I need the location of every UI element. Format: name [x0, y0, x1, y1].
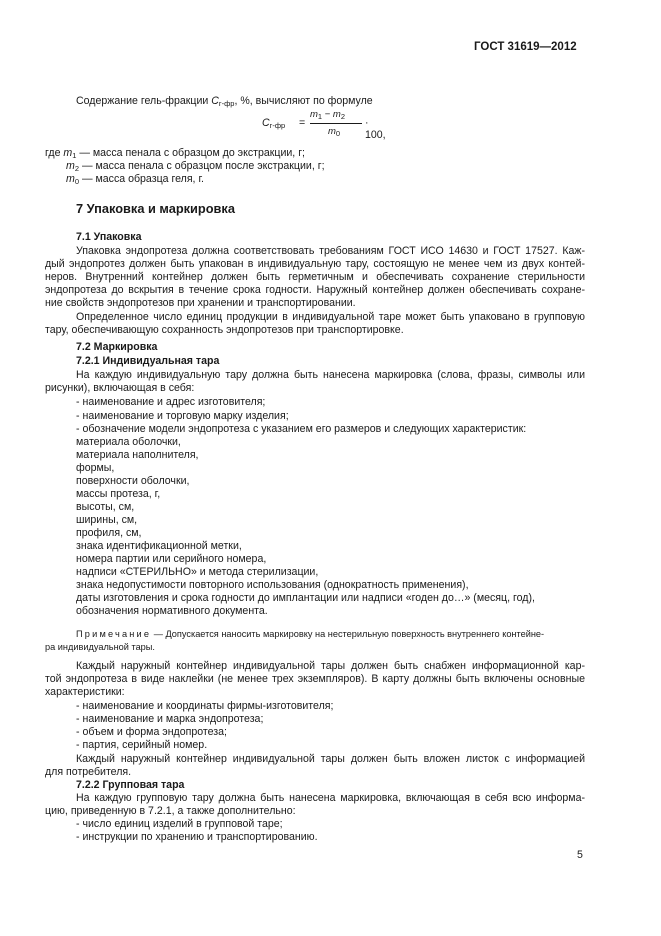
note-label: Примечание [76, 629, 152, 639]
paragraph-line: Каждый наружный контейнер индивидуальной тары должен быть снабжен информационной кар- [76, 660, 585, 672]
list-item: высоты, см, [76, 501, 135, 513]
paragraph-line: На каждую индивидуальную тару должна быть нанесена маркировка (слова, фразы, символы или [76, 369, 585, 381]
page-number: 5 [577, 849, 583, 861]
list-item: - обозначение модели эндопротеза с указанием его размеров и следующих характеристик: [76, 423, 527, 435]
paragraph-line: ние свойств эндопротезов при хранении и транспортировании. [45, 297, 356, 309]
list-item: - инструкции по хранению и транспортированию. [76, 831, 318, 843]
subsection-heading: 7.2.2 Групповая тара [76, 779, 185, 791]
section-heading: 7 Упаковка и маркировка [76, 201, 235, 216]
subsection-heading: 7.1 Упаковка [76, 231, 142, 243]
paragraph-line: Определенное число единиц продукции в индивидуальной таре может быть упаковано в групповую [76, 311, 585, 323]
list-item: знака идентификационной метки, [76, 540, 242, 552]
list-item: даты изготовления и срока годности до имплантации или надписи «годен до…» (месяц, год), [76, 592, 535, 604]
list-item: материала наполнителя, [76, 449, 199, 461]
list-item: - партия, серийный номер. [76, 739, 208, 751]
list-item: - наименование и торговую марку изделия; [76, 410, 289, 422]
list-item: - наименование и координаты фирмы-изготовителя; [76, 700, 334, 712]
list-item: обозначения нормативного документа. [76, 605, 268, 617]
list-item: знака недопустимости повторного использования (однократность применения), [76, 579, 469, 591]
subsection-heading: 7.2 Маркировка [76, 341, 158, 353]
paragraph-line: неров. Внутренний контейнер должен быть герметичным и обеспечивать сохранение стерильности [45, 271, 585, 283]
list-item: - наименование и адрес изготовителя; [76, 396, 266, 408]
document-number: ГОСТ 31619—2012 [474, 41, 577, 53]
list-item: формы, [76, 462, 115, 474]
where-item: $m_2$ — масса пенала с образцом после экстракции, г; [66, 160, 325, 173]
subsection-heading: 7.2.1 Индивидуальная тара [76, 355, 220, 367]
list-item: - число единиц изделий в групповой таре; [76, 818, 283, 830]
list-item: профиля, см, [76, 527, 142, 539]
paragraph-line: тару, обеспечивающую сохранность эндопротезов при транспортировке. [45, 324, 404, 336]
list-item: - наименование и марка эндопротеза; [76, 713, 264, 725]
where-item: $m_0$ — масса образца геля, г. [66, 173, 204, 186]
list-item: массы протеза, г, [76, 488, 161, 500]
paragraph-line: для потребителя. [45, 766, 132, 778]
paragraph-line: цию, приведенную в 7.2.1, а также дополнительно: [45, 805, 296, 817]
paragraph-line: той эндопротеза в виде наклейки (не менее трех экземпляров). В карту должны быть включены основные [45, 673, 585, 685]
paragraph-line: Каждый наружный контейнер индивидуальной тары должен быть вложен листок с информацией [76, 753, 585, 765]
list-item: номера партии или серийного номера, [76, 553, 267, 565]
where-item: где $m_1$ — масса пенала с образцом до экстракции, г; [45, 147, 306, 160]
paragraph-line: дый эндопротез должен быть упакован в индивидуальную тару, состоящую не менее чем из двух контей- [45, 258, 585, 270]
paragraph-line: эндопротеза до вскрытия в течение срока годности. Наружный контейнер должен обеспечивать сохране- [45, 284, 585, 296]
paragraph-line: рисунки), включающая в себя: [45, 382, 195, 394]
paragraph-line: Упаковка эндопротеза должна соответствовать требованиям ГОСТ ИСО 14630 и ГОСТ 17527. Каж- [76, 245, 585, 257]
paragraph-line: характеристики: [45, 686, 125, 698]
list-item: поверхности оболочки, [76, 475, 190, 487]
list-item: ширины, см, [76, 514, 138, 526]
paragraph-line: На каждую групповую тару должна быть нанесена маркировка, включающая в себя всю информа- [76, 792, 585, 804]
note: Примечание — Допускается наносить маркировку на нестерильную поверхность внутреннего контейне- [76, 629, 545, 639]
formula-intro: Содержание гель-фракции $C_{г-фр}$, %, вычисляют по формуле [76, 95, 373, 108]
list-item: материала оболочки, [76, 436, 181, 448]
list-item: - объем и форма эндопротеза; [76, 726, 227, 738]
gel-fraction-formula: $C_{г-фр}$ = $m_1 - m_2$ $m_0$ · 100, [262, 109, 386, 141]
list-item: надписи «СТЕРИЛЬНО» и метода стерилизации, [76, 566, 319, 578]
note: ра индивидуальной тары. [45, 642, 155, 652]
